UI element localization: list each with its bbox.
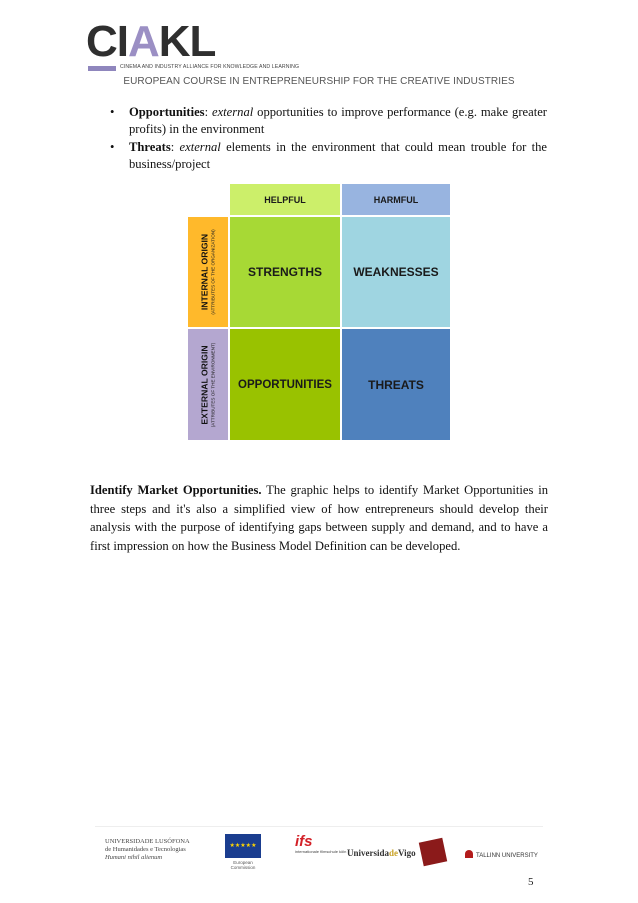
ulusofona-motto: Humani nihil alienum <box>105 854 163 861</box>
bullet-separator: : <box>170 140 180 154</box>
ulusofona-name: UNIVERSIDADE LUSÓFONA <box>105 838 190 845</box>
logo-part-kl: KL <box>158 17 216 66</box>
ciakl-logo <box>86 17 300 78</box>
film-school-logo <box>417 832 451 868</box>
bullet-term: Opportunities <box>129 105 205 119</box>
paragraph-lead: Identify Market Opportunities. <box>90 483 262 497</box>
bullet-dot-icon: • <box>110 105 115 119</box>
logo-bar <box>88 66 116 71</box>
header-harmful: HARMFUL <box>342 184 450 215</box>
internal-origin-label: INTERNAL ORIGIN <box>199 233 210 311</box>
header-helpful: HELPFUL <box>230 184 340 215</box>
bullet-separator: : <box>204 105 212 119</box>
external-origin-sublabel: (ATTRIBUTES OF THE ENVIRONMENT) <box>210 342 216 427</box>
footer-divider <box>95 826 543 827</box>
cell-strengths: STRENGTHS <box>230 217 340 327</box>
footer-logos <box>95 826 543 876</box>
ifs-logo <box>295 833 347 864</box>
bullet-term: Threats <box>129 140 171 154</box>
bullet-threats <box>110 139 547 173</box>
body-paragraph <box>90 481 548 555</box>
logo-part-a: A <box>128 17 159 66</box>
bullet-italic: external <box>211 105 254 119</box>
logo-wordmark <box>86 18 215 66</box>
vigo-logo <box>347 848 416 858</box>
swot-matrix <box>188 184 450 440</box>
cell-weaknesses: WEAKNESSES <box>342 217 450 327</box>
paragraph-text: The graphic helps to identify Market Opportunities in three steps and it's also a simplified view of how entrepreneurs should develop their analysis with the purpose of identifying gaps between supply and demand, and to have a first impression on how the Business Model Definition can be developed. <box>90 483 548 553</box>
ulusofona-logo <box>105 838 190 862</box>
ifs-wordmark: ifs <box>295 833 313 850</box>
european-commission-logo <box>219 830 267 870</box>
course-title: EUROPEAN COURSE IN ENTREPRENEURSHIP FOR THE CREATIVE INDUSTRIES <box>123 76 515 87</box>
vigo-part1: Universida <box>347 848 390 858</box>
bullet-text: elements in the environment that could mean trouble for the business/project <box>129 140 547 171</box>
film-school-emblem-icon <box>419 838 447 866</box>
ulusofona-subname: de Humanidades e Tecnologias <box>105 846 186 853</box>
cell-threats: THREATS <box>342 329 450 440</box>
cell-opportunities: OPPORTUNITIES <box>230 329 340 440</box>
page-number: 5 <box>528 876 534 888</box>
side-external-origin <box>188 329 228 440</box>
eu-text-line1: European <box>233 860 253 865</box>
bullet-text: opportunities to improve performance (e.g. make greater profits) in the environment <box>129 105 547 136</box>
internal-origin-sublabel: (ATTRIBUTES OF THE ORGANIZATION) <box>210 229 216 315</box>
bullet-dot-icon: • <box>110 140 115 154</box>
vigo-part3: Vigo <box>398 848 416 858</box>
vigo-part2: de <box>389 848 399 858</box>
tallinn-text: TALLINN UNIVERSITY <box>476 853 538 859</box>
eu-flag-icon: ★★★★★ <box>225 834 261 858</box>
logo-subtitle: CINEMA AND INDUSTRY ALLIANCE FOR KNOWLEDGE AND LEARNING <box>120 64 300 70</box>
eu-text-line2: Commission <box>230 865 256 870</box>
ifs-subtitle: internationale filmschule köln <box>295 849 347 854</box>
tallinn-logo <box>465 850 538 859</box>
side-internal-origin <box>188 217 228 327</box>
tallinn-emblem-icon <box>465 850 473 858</box>
bullet-italic: external <box>179 140 221 154</box>
bullet-opportunities <box>110 104 547 138</box>
logo-part-ci: CI <box>86 17 128 66</box>
external-origin-label: EXTERNAL ORIGIN <box>199 344 210 425</box>
bullet-list <box>110 104 547 174</box>
